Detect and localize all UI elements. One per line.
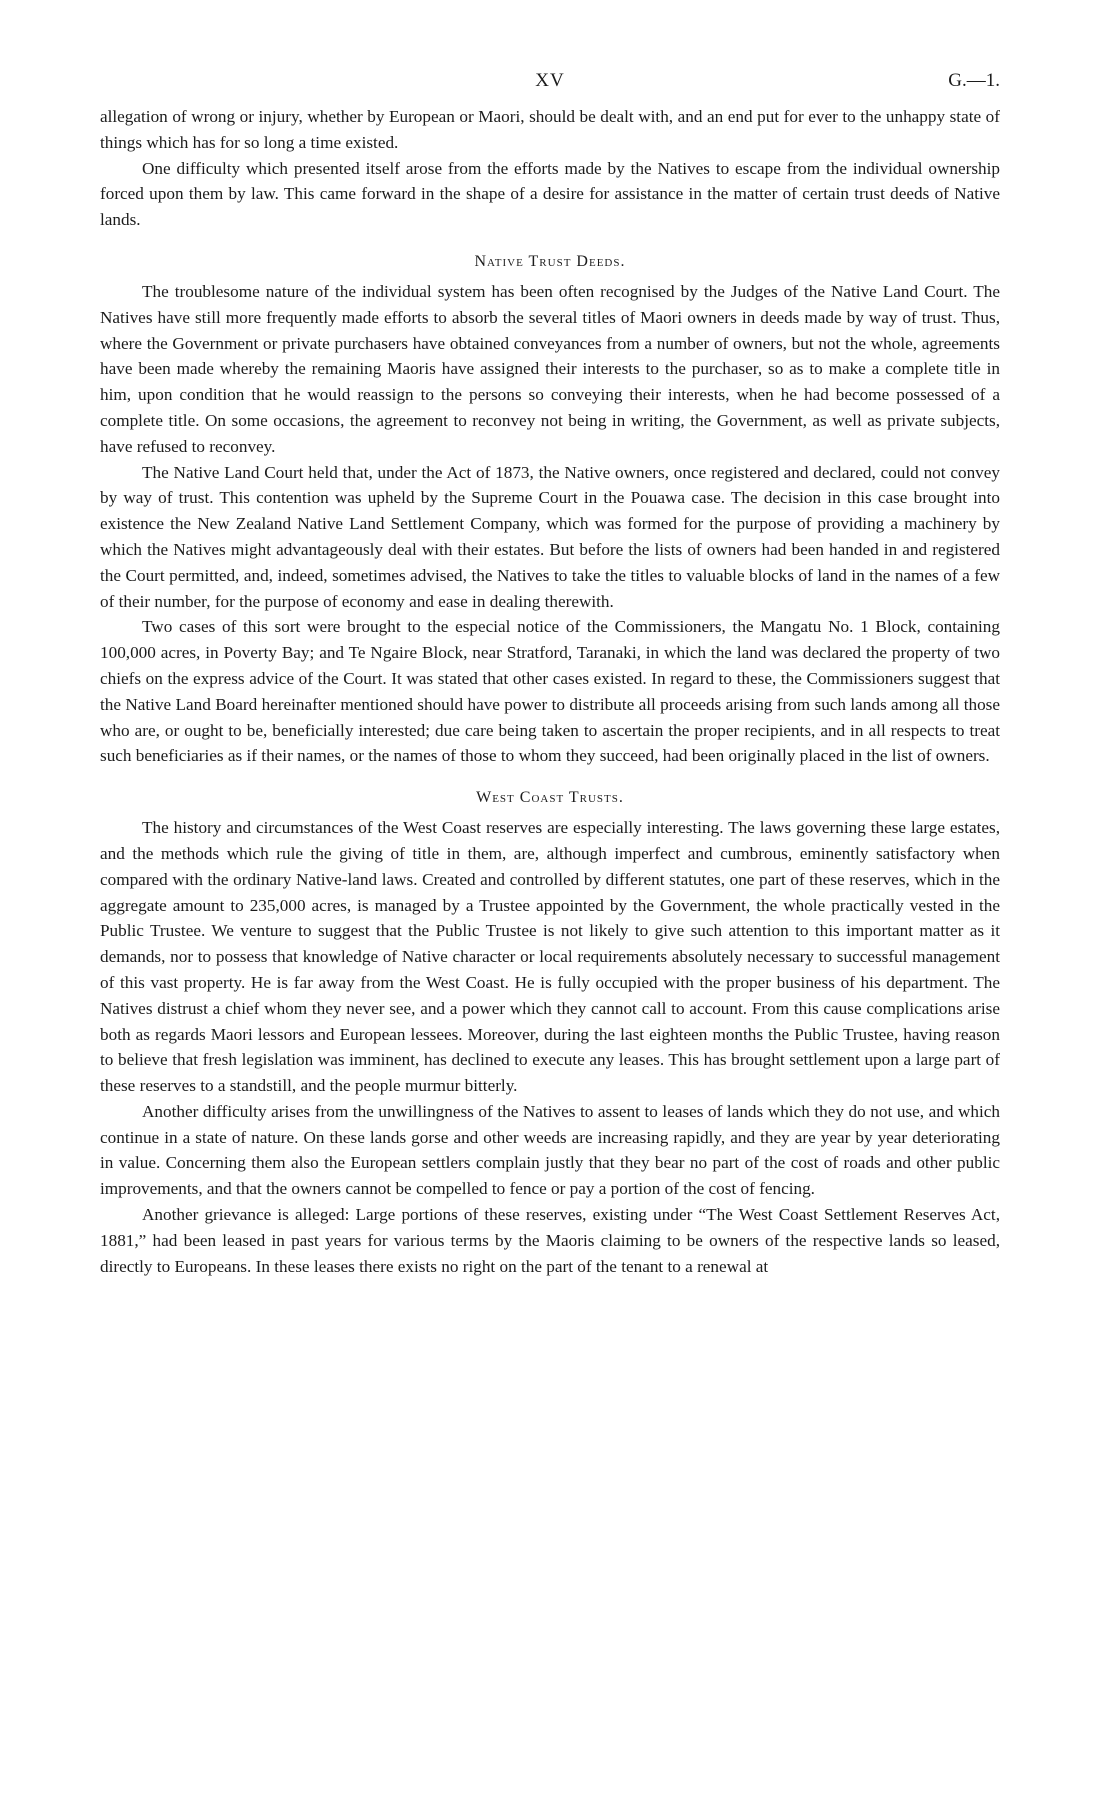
native-trust-deeds-paragraph-2: The Native Land Court held that, under the Act of 1873, the Native owners, once registered and declared, could not convey by way of trust. This contention was upheld by the Supreme Court in the Pouawa case. The decision in this case brought into existence the New Zealand Native Land Settlement Company, which was formed for the purpose of providing a machinery by which the Natives might advantageously deal with their estates. But before the lists of owners had been handed in and registered the Court permitted, and, indeed, sometimes advised, the Natives to take the titles to valuable blocks of land in the names of a few of their number, for the purpose of economy and ease in dealing therewith.: [100, 462, 1000, 611]
west-coast-trusts-paragraph-2: Another difficulty arises from the unwillingness of the Natives to assent to leases of lands which they do not use, and which continue in a state of nature. On these lands gorse and other weeds are increasing rapidly, and they are year by year deteriorating in value. Concerning them also the European settlers complain justly that they bear no part of the cost of roads and other public improvements, and that the owners cannot be compelled to fence or pay a portion of the cost of fencing.: [100, 1101, 1000, 1199]
page-header: [100, 70, 1000, 104]
section-heading-west-coast-trusts: West Coast Trusts.: [476, 789, 624, 807]
intro-paragraph: One difficulty which presented itself arose from the efforts made by the Natives to escape from the individual ownership forced upon them by law. This came forward in the shape of a desire for assistance in the matter of certain trust deeds of Native lands.: [100, 158, 1000, 230]
intro-paragraph-continued: allegation of wrong or injury, whether by European or Maori, should be dealt with, and an end put for ever to the unhappy state of things which has for so long a time existed.: [100, 107, 1000, 152]
west-coast-trusts-paragraph-3: Another grievance is alleged: Large portions of these reserves, existing under “The West Coast Settlement Reserves Act, 1881,” had been leased in past years for various terms by the Maoris claiming to be owners of the respective lands so leased, directly to Europeans. In these leases there exists no right on the part of the tenant to a renewal at: [100, 1205, 1000, 1276]
document-reference: G.—1.: [948, 70, 1000, 91]
page-number: XV: [535, 70, 565, 91]
native-trust-deeds-paragraph-3: Two cases of this sort were brought to the especial notice of the Commissioners, the Mangatu No. 1 Block, containing 100,000 acres, in Poverty Bay; and Te Ngaire Block, near Stratford, Taranaki, in which the land was declared the property of two chiefs on the express advice of the Court. It was stated that other cases existed. In regard to these, the Commissioners suggest that the Native Land Board hereinafter mentioned should have power to distribute all proceeds arising from such lands among all those who are, or ought to be, beneficially interested; due care being taken to ascertain the proper recipients, and in all respects to treat such beneficiaries as if their names, or the names of those to whom they succeed, had been originally placed in the list of owners.: [100, 617, 1000, 766]
west-coast-trusts-paragraph-1: The history and circumstances of the West Coast reserves are especially interesting. The laws governing these large estates, and the methods which rule the giving of title in them, are, although imperfect and cumbrous, eminently satisfactory when compared with the ordinary Native-land laws. Created and controlled by different statutes, one part of these reserves, which in the aggregate amount to 235,000 acres, is managed by a Trustee appointed by the Government, the whole practically vested in the Public Trustee. We venture to suggest that the Public Trustee is not likely to give such attention to this important matter as it demands, nor to possess that knowledge of Native character or local requirements absolutely necessary to successful management of this vast property. He is far away from the West Coast. He is fully occupied with the proper business of his department. The Natives distrust a chief whom they never see, and a power which they cannot call to account. From this cause complications arise both as regards Maori lessors and European lessees. Moreover, during the last eighteen months the Public Trustee, having reason to believe that fresh legislation was imminent, has declined to execute any leases. This has brought settlement upon a large part of these reserves to a standstill, and the people murmur bitterly.: [100, 818, 1000, 1096]
section-heading-native-trust-deeds: Native Trust Deeds.: [474, 252, 626, 270]
document-page: [100, 70, 1000, 1279]
native-trust-deeds-paragraph-1: The troublesome nature of the individual system has been often recognised by the Judges of the Native Land Court. The Natives have still more frequently made efforts to absorb the several titles of Maori owners in deeds made by way of trust. Thus, where the Government or private purchasers have obtained conveyances from a number of owners, but not the whole, agreements have been made whereby the remaining Maoris have assigned their interests to the purchaser, so as to make a complete title in him, upon condition that he would reassign to the persons so conveying their interests, when he had become possessed of a complete title. On some occasions, the agreement to reconvey not being in writing, the Government, as well as private subjects, have refused to reconvey.: [100, 281, 1000, 456]
